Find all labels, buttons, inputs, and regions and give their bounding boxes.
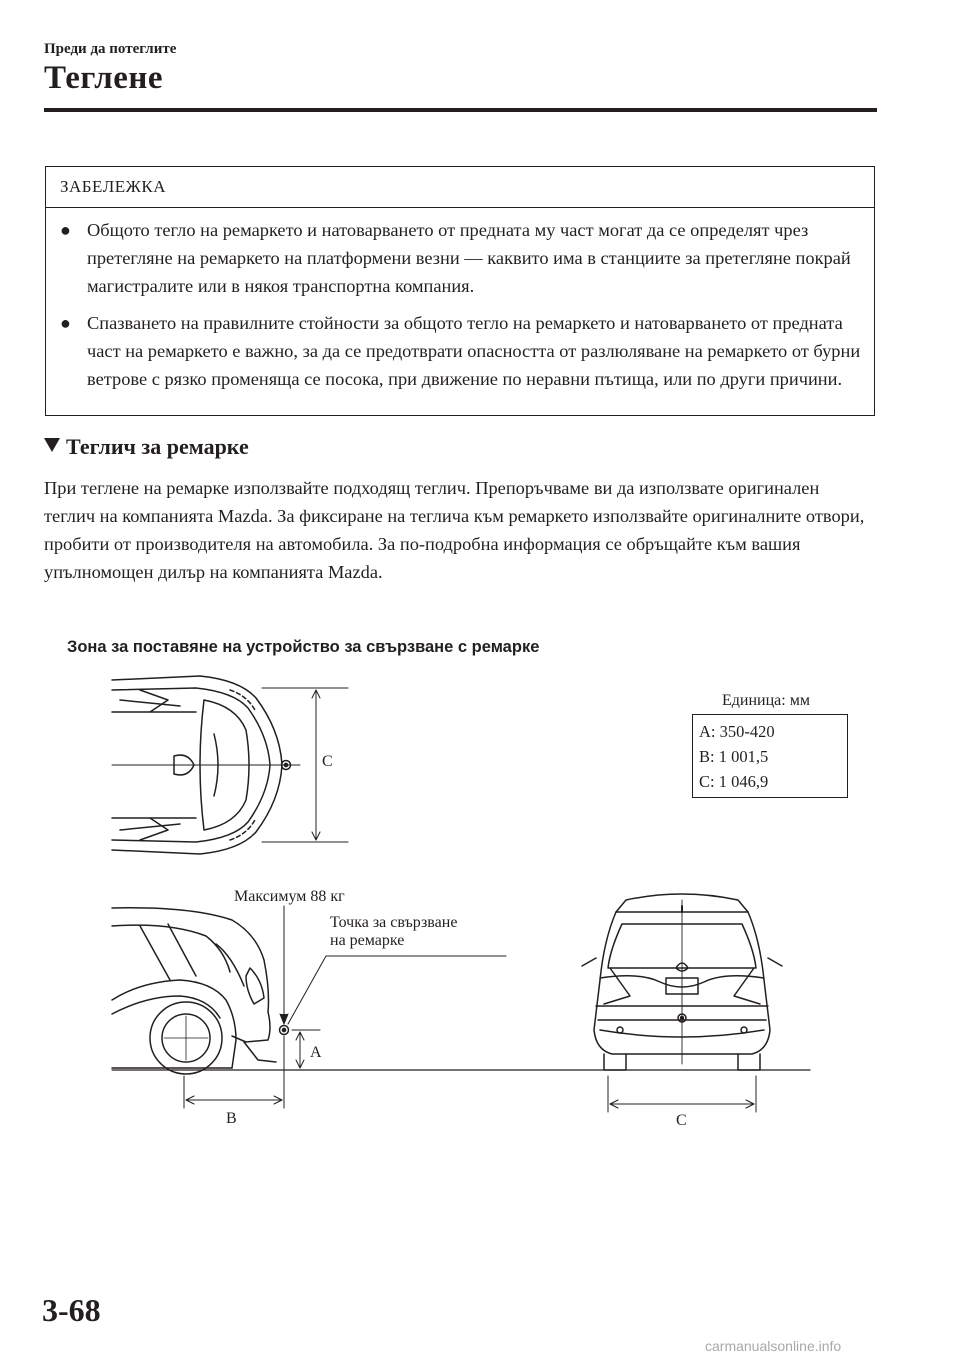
watermark: carmanualsonline.info bbox=[705, 1338, 842, 1354]
dim-c-top-label: C bbox=[322, 753, 333, 770]
spec-a: A: 350-420 bbox=[699, 722, 775, 741]
coupling-point-label bbox=[330, 914, 457, 950]
dim-c-rear-label: C bbox=[676, 1112, 687, 1129]
hitch-heading-text: Теглич за ремарке bbox=[66, 434, 249, 459]
section-label: Преди да потеглите bbox=[44, 41, 177, 57]
bullet-icon: ● bbox=[60, 220, 71, 240]
unit-label: Единица: мм bbox=[722, 692, 810, 709]
coupling-point-line1: Точка за свързване bbox=[330, 914, 458, 931]
dim-b-label: B bbox=[226, 1110, 237, 1127]
spec-c: C: 1 046,9 bbox=[699, 772, 769, 791]
note-item-text: Общото тегло на ремаркето и натоварването от предната му част могат да се определят чрез претегляне на ремаркето на платформени везни — каквито има в станциите за претегляне покрай магистралите или в някоя транспортна компания. bbox=[87, 220, 851, 296]
car-side-view-drawing bbox=[112, 908, 276, 1074]
spec-box bbox=[692, 714, 848, 798]
figure-caption: Зона за поставяне на устройство за свързване с ремарке bbox=[67, 638, 540, 656]
max-load-label: Максимум 88 кг bbox=[234, 888, 345, 905]
page-number: 3-68 bbox=[42, 1292, 101, 1328]
note-heading: ЗАБЕЛЕЖКА bbox=[46, 167, 874, 208]
spec-b: B: 1 001,5 bbox=[699, 747, 769, 766]
coupling-point-line2: на ремарке bbox=[330, 932, 405, 949]
page-title: Теглене bbox=[44, 60, 164, 96]
note-item-text: Спазването на правилните стойности за общото тегло на ремаркето и натоварването от предната част на ремаркето е важно, за да се предотврати опасността от разлюляване на ремаркето от бурни ветрове с рязко променяща се посока, при движение по неравни пътища, или по други причини. bbox=[87, 313, 861, 389]
bullet-icon: ● bbox=[60, 313, 71, 333]
hitch-body: При теглене на ремарке използвайте подходящ теглич. Препоръчваме ви да използвате оригинален теглич на компанията Mazda. За фиксиране на теглича към ремаркето използвайте оригиналните отвори, пробити от производителя на автомобила. За по-подробна информация се обръщайте към вашия упълномощен дилър на компанията Mazda. bbox=[44, 478, 865, 582]
dim-a-label: A bbox=[310, 1044, 322, 1061]
